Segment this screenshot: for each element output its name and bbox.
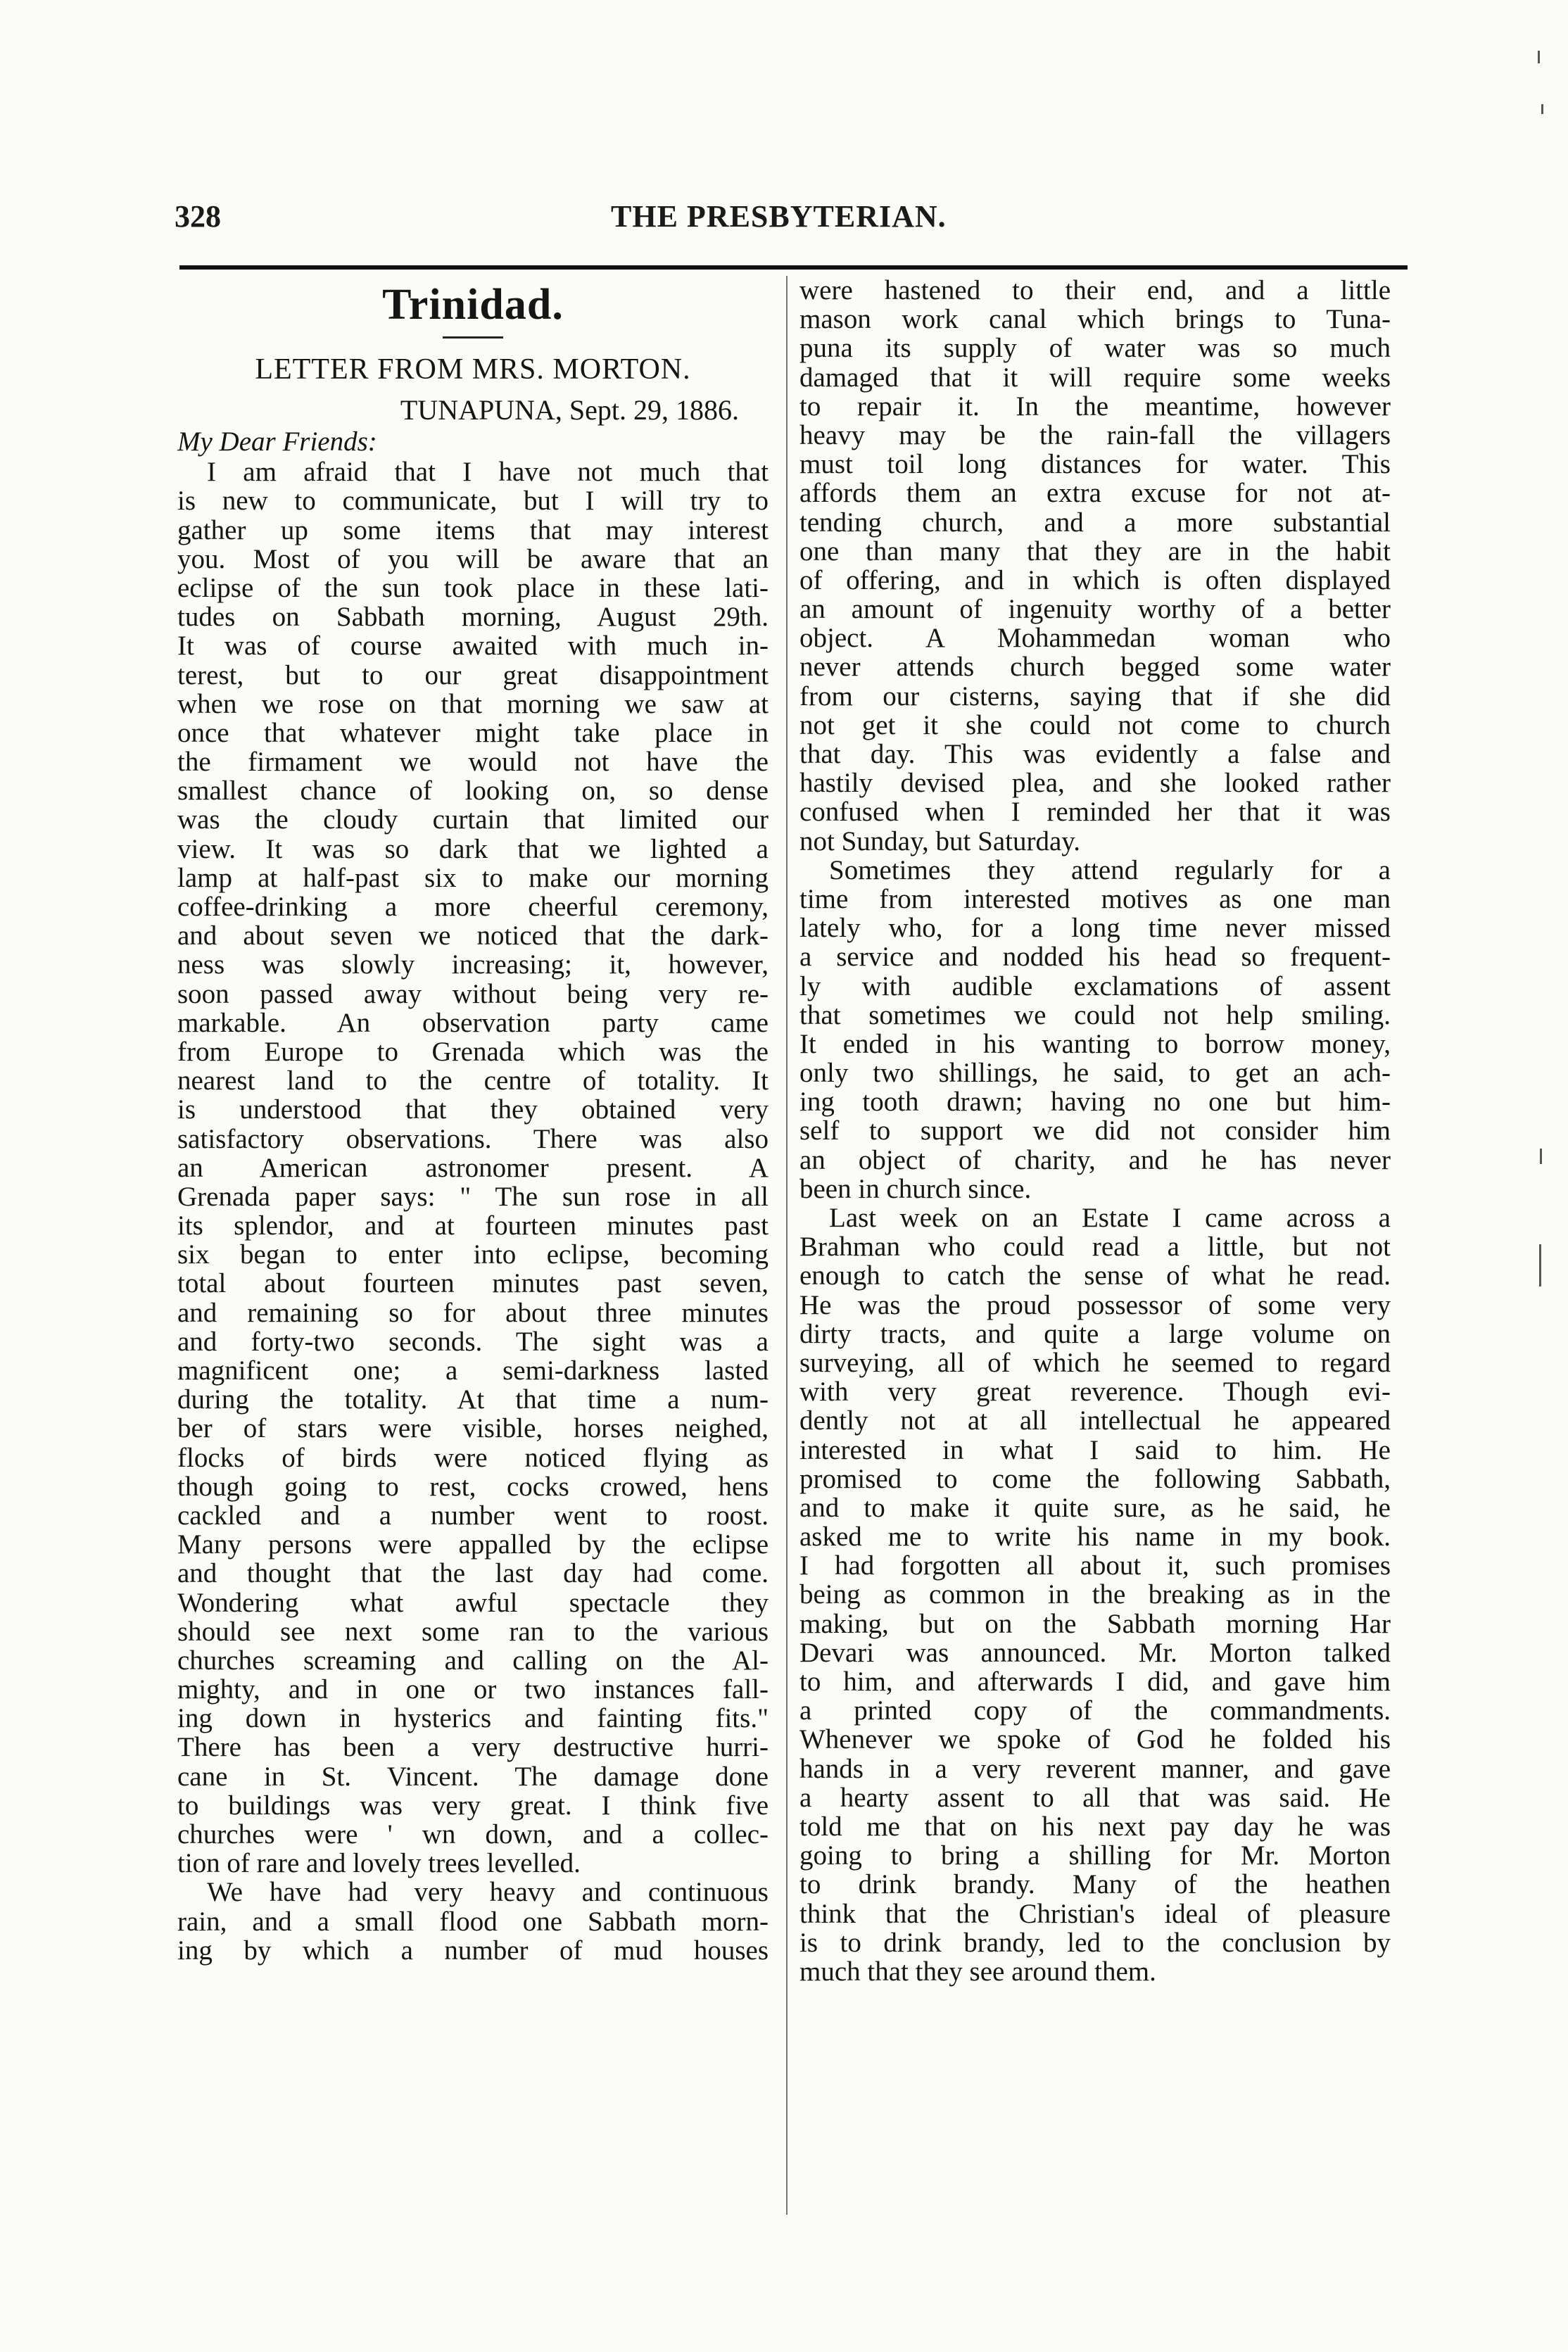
- left-body-text: [177, 457, 769, 1965]
- right-line: heavy may be the rain-fall the villagers: [799, 419, 1391, 450]
- right-line: think that the Christian's ideal of pleasure: [799, 1898, 1391, 1929]
- left-line: We have had very heavy and continuous: [207, 1877, 769, 1908]
- left-line: was the cloudy curtain that limited our: [177, 804, 769, 835]
- page-header: [175, 198, 1404, 248]
- right-line: being as common in the breaking as in the: [799, 1579, 1391, 1610]
- right-line: surveying, all of which he seemed to regard: [799, 1347, 1391, 1378]
- right-line: He was the proud possessor of some very: [799, 1289, 1391, 1320]
- right-line: told me that on his next pay day he was: [799, 1811, 1391, 1842]
- left-line: flocks of birds were noticed flying as: [177, 1442, 769, 1473]
- section-rule: [443, 336, 503, 339]
- left-line: its splendor, and at fourteen minutes past: [177, 1210, 769, 1241]
- salutation: My Dear Friends:: [177, 426, 377, 457]
- right-line: been in church since.: [799, 1173, 1032, 1204]
- left-line: terest, but to our great disappointment: [177, 659, 769, 690]
- right-line: self to support we did not consider him: [799, 1115, 1391, 1146]
- right-line: confused when I reminded her that it was: [799, 797, 1391, 828]
- left-line: magnificent one; a semi-darkness lasted: [177, 1355, 769, 1386]
- left-line: six began to enter into eclipse, becoming: [177, 1239, 769, 1270]
- letter-title: LETTER FROM MRS. MORTON.: [255, 353, 691, 386]
- left-line: an American astronomer present. A: [177, 1152, 769, 1183]
- right-line: Whenever we spoke of God he folded his: [799, 1724, 1391, 1755]
- left-line: should see next some ran to the various: [177, 1616, 769, 1647]
- left-line: is new to communicate, but I will try to: [177, 486, 769, 517]
- left-line: once that whatever might take place in: [177, 717, 769, 748]
- right-line: lately who, for a long time never missed: [799, 913, 1391, 944]
- right-line: of offering, and in which is often displayed: [799, 564, 1391, 595]
- right-line: interested in what I said to him. He: [799, 1434, 1391, 1465]
- right-line: I had forgotten all about it, such promises: [799, 1550, 1391, 1581]
- left-line: mighty, and in one or two instances fall-: [177, 1674, 769, 1705]
- right-line: were hastened to their end, and a little: [799, 275, 1391, 305]
- left-line: nearest land to the centre of totality. It: [177, 1066, 769, 1096]
- right-column: [799, 276, 1391, 1986]
- right-line: and to make it quite sure, as he said, he: [799, 1492, 1391, 1523]
- left-line: and forty-two seconds. The sight was a: [177, 1326, 769, 1357]
- right-line: to him, and afterwards I did, and gave him: [799, 1667, 1391, 1697]
- right-line: never attends church begged some water: [799, 652, 1391, 683]
- right-line: mason work canal which brings to Tuna-: [799, 304, 1391, 335]
- right-line: to repair it. In the meantime, however: [799, 391, 1391, 422]
- left-line: and about seven we noticed that the dark-: [177, 921, 769, 951]
- left-line: you. Most of you will be aware that an: [177, 543, 769, 574]
- left-line: rain, and a small flood one Sabbath morn-: [177, 1906, 769, 1937]
- left-line: Many persons were appalled by the eclipse: [177, 1529, 769, 1560]
- right-line: object. A Mohammedan woman who: [799, 623, 1391, 654]
- left-line: cane in St. Vincent. The damage done: [177, 1761, 769, 1792]
- header-rule: [179, 265, 1408, 270]
- right-line: an object of charity, and he has never: [799, 1144, 1391, 1175]
- right-line: not Sunday, but Saturday.: [799, 826, 1080, 856]
- right-line: is to drink brandy, led to the conclusion by: [799, 1927, 1391, 1958]
- left-line: and remaining so for about three minutes: [177, 1297, 769, 1328]
- left-line: Grenada paper says: " The sun rose in all: [177, 1181, 769, 1212]
- right-line: dirty tracts, and quite a large volume on: [799, 1318, 1391, 1349]
- right-line: tending church, and a more substantial: [799, 507, 1391, 538]
- column-divider: [786, 276, 788, 2215]
- right-line: a service and nodded his head so frequent-: [799, 942, 1391, 973]
- right-line: ly with audible exclamations of assent: [799, 970, 1391, 1001]
- running-title: THE PRESBYTERIAN.: [611, 199, 947, 234]
- left-line: smallest chance of looking on, so dense: [177, 776, 769, 807]
- left-line: It was of course awaited with much in-: [177, 631, 769, 662]
- right-line: that day. This was evidently a false and: [799, 739, 1391, 769]
- margin-mark: [1541, 104, 1543, 114]
- right-line: puna its supply of water was so much: [799, 333, 1391, 364]
- right-line: Last week on an Estate I came across a: [829, 1203, 1391, 1233]
- left-line: from Europe to Grenada which was the: [177, 1036, 769, 1067]
- right-line: It ended in his wanting to borrow money,: [799, 1028, 1391, 1059]
- page-number: 328: [175, 199, 221, 234]
- right-line: affords them an extra excuse for not at-: [799, 478, 1391, 509]
- right-line: not get it she could not come to church: [799, 709, 1391, 740]
- margin-mark: [1538, 51, 1540, 63]
- left-line: the firmament we would not have the: [177, 747, 769, 778]
- left-line: churches were ' wn down, and a collec-: [177, 1819, 769, 1850]
- left-line: ber of stars were visible, horses neighed,: [177, 1413, 769, 1444]
- left-line: lamp at half-past six to make our morning: [177, 862, 769, 893]
- right-line: damaged that it will require some weeks: [799, 362, 1391, 393]
- right-line: must toil long distances for water. This: [799, 449, 1391, 480]
- left-line: ing by which a number of mud houses: [177, 1935, 769, 1966]
- right-line: asked me to write his name in my book.: [799, 1522, 1391, 1553]
- dateline: TUNAPUNA, Sept. 29, 1886.: [400, 394, 739, 426]
- right-line: with very great reverence. Though evi-: [799, 1377, 1391, 1408]
- right-line: making, but on the Sabbath morning Har: [799, 1608, 1391, 1639]
- right-line: Devari was announced. Mr. Morton talked: [799, 1637, 1391, 1668]
- right-line: hastily devised plea, and she looked rather: [799, 768, 1391, 799]
- left-line: gather up some items that may interest: [177, 514, 769, 545]
- right-line: a printed copy of the commandments.: [799, 1695, 1391, 1726]
- left-line: There has been a very destructive hurri-: [177, 1732, 769, 1763]
- right-line: a hearty assent to all that was said. He: [799, 1782, 1391, 1813]
- left-line: eclipse of the sun took place in these lati-: [177, 572, 769, 603]
- right-line: one than many that they are in the habit: [799, 536, 1391, 567]
- left-line: ness was slowly increasing; it, however,: [177, 949, 769, 980]
- right-line: ing tooth drawn; having no one but him-: [799, 1087, 1391, 1118]
- right-line: to drink brandy. Many of the heathen: [799, 1869, 1391, 1900]
- left-line: cackled and a number went to roost.: [177, 1500, 769, 1531]
- left-line: I am afraid that I have not much that: [207, 457, 769, 488]
- left-line: and thought that the last day had come.: [177, 1558, 769, 1589]
- right-line: much that they see around them.: [799, 1956, 1156, 1987]
- left-line: ing down in hysterics and fainting fits.": [177, 1703, 769, 1734]
- right-line: promised to come the following Sabbath,: [799, 1463, 1391, 1494]
- left-line: markable. An observation party came: [177, 1007, 769, 1038]
- section-title: Trinidad.: [382, 281, 564, 329]
- right-line: that sometimes we could not help smiling.: [799, 999, 1391, 1030]
- left-line: tion of rare and lovely trees levelled.: [177, 1848, 581, 1879]
- left-line: soon passed away without being very re-: [177, 978, 769, 1009]
- right-line: enough to catch the sense of what he read.: [799, 1260, 1391, 1291]
- left-line: view. It was so dark that we lighted a: [177, 833, 769, 864]
- right-line: time from interested motives as one man: [799, 883, 1391, 914]
- left-line: coffee-drinking a more cheerful ceremony,: [177, 892, 769, 923]
- left-line: churches screaming and calling on the Al-: [177, 1645, 769, 1676]
- left-line: during the totality. At that time a num-: [177, 1384, 769, 1415]
- right-body-text: [799, 276, 1391, 1986]
- left-line: tudes on Sabbath morning, August 29th.: [177, 602, 769, 633]
- left-line: to buildings was very great. I think five: [177, 1790, 769, 1821]
- left-line: is understood that they obtained very: [177, 1094, 769, 1125]
- left-line: total about fourteen minutes past seven,: [177, 1268, 769, 1299]
- right-line: an amount of ingenuity worthy of a better: [799, 594, 1391, 625]
- left-line: when we rose on that morning we saw at: [177, 688, 769, 719]
- right-line: from our cisterns, saying that if she did: [799, 681, 1391, 712]
- margin-mark: [1540, 1149, 1542, 1164]
- right-line: hands in a very reverent manner, and gave: [799, 1753, 1391, 1784]
- right-line: dently not at all intellectual he appeared: [799, 1405, 1391, 1436]
- left-line: satisfactory observations. There was also: [177, 1123, 769, 1154]
- left-line: though going to rest, cocks crowed, hens: [177, 1471, 769, 1502]
- right-line: Brahman who could read a little, but not: [799, 1232, 1391, 1263]
- right-line: only two shillings, he said, to get an ach-: [799, 1058, 1391, 1089]
- margin-mark: [1539, 1244, 1541, 1286]
- right-line: Sometimes they attend regularly for a: [829, 854, 1391, 885]
- left-line: Wondering what awful spectacle they: [177, 1587, 769, 1618]
- left-column: [177, 276, 769, 1965]
- right-line: going to bring a shilling for Mr. Morton: [799, 1840, 1391, 1871]
